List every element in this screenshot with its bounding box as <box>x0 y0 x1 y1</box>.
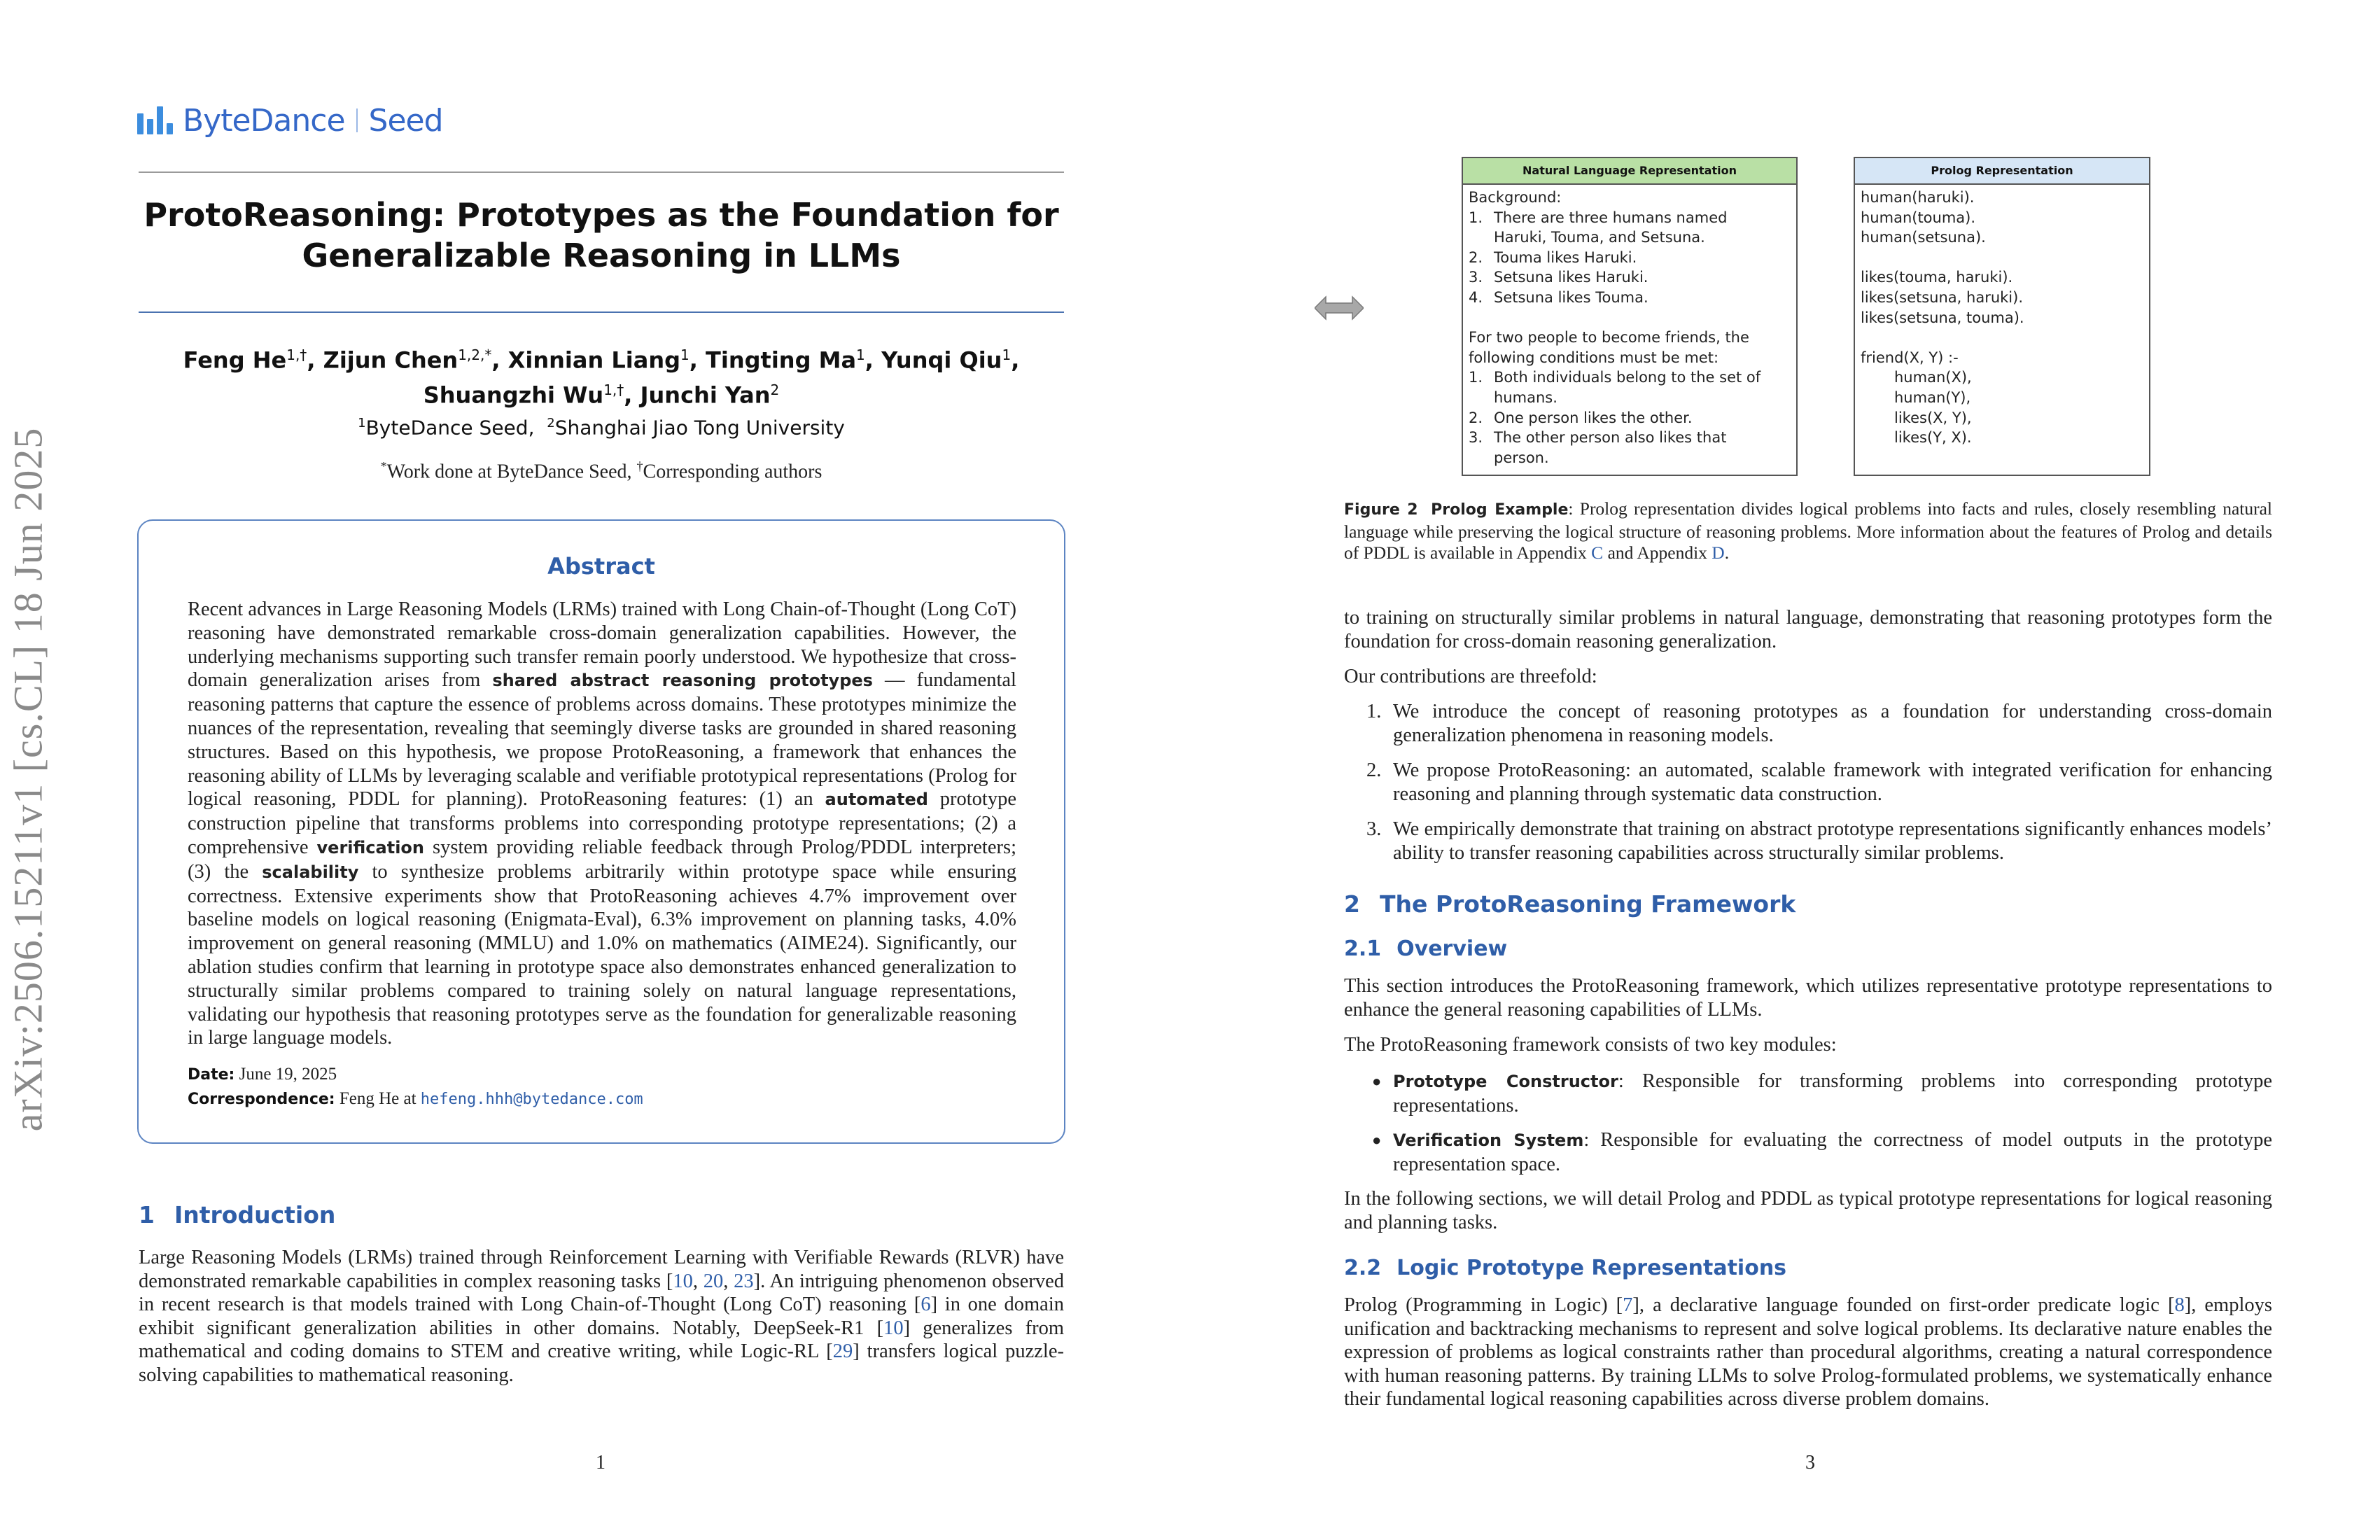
abstract-heading: Abstract <box>547 553 655 580</box>
subsection-heading-logic: 2.2 Logic Prototype Representations <box>1344 1256 1787 1280</box>
contributions-intro: Our contributions are threefold: <box>1344 666 1597 687</box>
contribution-item: 3. We empirically demonstrate that training on abstract prototype representations significantly enhances models’ ability to transfer reasoning capabilities across structurally similar problems. <box>1366 818 2272 864</box>
abstract-box <box>137 519 1065 1144</box>
abstract-meta: Date: June 19, 2025 Correspondence: Feng He at hefeng.hhh@bytedance.com <box>188 1065 643 1108</box>
section-heading-framework: 2 The ProtoReasoning Framework <box>1344 890 1796 918</box>
title-rule-bottom <box>139 312 1064 313</box>
contribution-item: 1. We introduce the concept of reasoning prototypes as a foundation for understanding cross-domain generalization phenomena in reasoning models. <box>1366 701 2272 746</box>
nl-header: Natural Language Representation <box>1463 158 1796 185</box>
citation-link[interactable]: 10 <box>883 1317 904 1339</box>
logo-name: ByteDance <box>183 102 345 139</box>
arxiv-stamp: arXiv:2506.15211v1 [cs.CL] 18 Jun 2025 <box>5 427 51 1132</box>
citation-link[interactable]: 10 <box>673 1270 693 1292</box>
overview-paragraph-3: In the following sections, we will detail Prolog and PDDL as typical prototype representations for logical reasoning and planning tasks. <box>1344 1188 2272 1233</box>
figure-natural-language-box: Natural Language Representation Background: 1. There are three humans named Haruki, Touma, and Setsuna. 2. Touma likes Haruki. 3. Setsuna likes Haruki. 4. Setsuna likes Touma. For two people to become friends, the following conditions must be met: 1. Both individuals belong to the set of humans. 2. One person likes the other. 3. The other person also likes that person. <box>1462 157 1798 476</box>
double-arrow-icon <box>1315 295 1364 321</box>
affiliation: Shanghai Jiao Tong University <box>554 416 845 440</box>
correspondence-label: Correspondence: <box>188 1091 335 1108</box>
author-name: Tingting Ma <box>706 346 857 374</box>
email-link[interactable]: hefeng.hhh@bytedance.com <box>420 1091 643 1108</box>
appendix-link[interactable]: D <box>1712 542 1725 563</box>
author-name: Feng He <box>183 346 287 374</box>
title-line-2: Generalizable Reasoning in LLMs <box>302 237 901 274</box>
figure-caption: Figure 2 Prolog Example: Prolog representation divides logical problems into facts and rules, closely resembling natural language while preserving the logical structure of reasoning problems. More information about the features of Prolog and details of PDDL is available in Appendix C and Appendix D. <box>1344 498 2272 563</box>
citation-link[interactable]: 20 <box>703 1270 724 1292</box>
logo-separator <box>356 108 358 132</box>
paper-title <box>139 195 1064 276</box>
author-notes: *Work done at ByteDance Seed, †Corresponding authors <box>380 459 822 483</box>
overview-paragraph-1: This section introduces the ProtoReasoning framework, which utilizes representative prototype representations to enhance the general reasoning capabilities of LLMs. <box>1344 975 2272 1021</box>
bytedance-seed-logo <box>137 102 443 139</box>
page-number: 3 <box>1805 1452 1815 1474</box>
citation-link[interactable]: 8 <box>2174 1294 2185 1316</box>
abstract-text: Recent advances in Large Reasoning Models (LRMs) trained with Long Chain-of-Thought (Long CoT) reasoning have demonstrated remarkable cross-domain generalization capabilities. However, the underlying mechanisms supporting such transfer remain poorly understood. We hypothesize that cross-domain generalization arises from shared abstract reasoning prototypes — fundamental reasoning patterns that capture the essence of problems across domains. These prototypes minimize the nuances of the representation, revealing that seemingly diverse tasks are grounded in shared reasoning structures. Based on this hypothesis, we propose ProtoReasoning, a framework that enhances the reasoning ability of LLMs by leveraging scalable and verifiable prototypical representations (Prolog for logical reasoning, PDDL for planning). ProtoReasoning features: (1) an automated prototype construction pipeline that transforms problems into corresponding prototype representations; (2) a comprehensive verification system providing reliable feedback through Prolog/PDDL interpreters; (3) the scalability to synthesize problems arbitrarily within prototype space while ensuring correctness. Extensive experiments show that ProtoReasoning achieves 4.7% improvement over baseline models on logical reasoning (Enigmata-Eval), 6.3% improvement on planning tasks, 4.0% improvement on general reasoning (MMLU) and 1.0% on mathematics (AIME24). Significantly, our ablation studies confirm that learning in prototype space also demonstrates enhanced generalization to structurally similar problems compared to training solely on natural language representations, validating our hypothesis that reasoning prototypes serve as the foundation for generalizable reasoning in large language models. <box>188 598 1017 1049</box>
date-value: June 19, 2025 <box>239 1065 337 1084</box>
citation-link[interactable]: 6 <box>920 1294 931 1316</box>
citation-link[interactable]: 29 <box>832 1340 853 1363</box>
prolog-header: Prolog Representation <box>1855 158 2149 185</box>
appendix-link[interactable]: C <box>1591 542 1604 563</box>
author-list: Feng $He^{1,\dagger}$, Zijun Chen$^{1,2,*}$, Xinnian Liang$^1$, Tingting Ma$^1$, Yunqi Qiu$^1$, Shuangzhi $Wu^{1,\dagger}$, Junchi Yan$^2$ <box>183 346 1020 409</box>
citation-link[interactable]: 7 <box>1623 1294 1633 1316</box>
logo-sub: Seed <box>368 102 443 139</box>
figure-prolog-box: Prolog Representation human(haruki). human(touma). human(setsuna). likes(touma, haruki). likes(setsuna, haruki). likes(setsuna, touma). friend(X, Y) :- human(X), human(Y), likes(X, Y), likes(Y, X). <box>1854 157 2150 476</box>
module-item: ● Verification System: Responsible for evaluating the correctness of model outputs in the prototype representation space. <box>1372 1129 2272 1175</box>
page-number: 1 <box>596 1452 606 1474</box>
continuation-paragraph: to training on structurally similar problems in natural language, demonstrating that reasoning prototypes form the foundation for cross-domain reasoning generalization. <box>1344 607 2272 652</box>
module-item: ● Prototype Constructor: Responsible for transforming problems into corresponding prototype representations. <box>1372 1070 2272 1116</box>
author-name: Shuangzhi Wu <box>423 382 604 409</box>
author-name: Zijun Chen <box>323 346 458 374</box>
section-heading-introduction: 1 Introduction <box>139 1201 336 1228</box>
date-label: Date: <box>188 1066 235 1084</box>
title-line-1: ProtoReasoning: Prototypes as the Foundation for <box>144 196 1059 234</box>
overview-paragraph-2: The ProtoReasoning framework consists of two key modules: <box>1344 1034 1837 1056</box>
logic-paragraph: Prolog (Programming in Logic) [7], a declarative language founded on first-order predicate logic [8], employs unification and backtracking mechanisms to represent and solve logical problems. Its declarative nature enables the expression of problems as logical constraints rather than procedural algorithms, creating a natural correspondence with human reasoning patterns. By training LLMs to solve Prolog-formulated problems, we systematically enhance their fundamental logical reasoning capabilities across diverse problem domains. <box>1344 1294 2272 1410</box>
title-rule-top <box>139 172 1064 173</box>
affiliation: ByteDance Seed <box>365 416 528 440</box>
citation-link[interactable]: 23 <box>734 1270 754 1292</box>
introduction-paragraph: Large Reasoning Models (LRMs) trained through Reinforcement Learning with Verifiable Rewards (RLVR) have demonstrated remarkable capabilities in complex reasoning tasks [10, 20, 23]. An intriguing phenomenon observed in recent research is that models trained with Long Chain-of-Thought (Long CoT) reasoning [6] in one domain exhibit significant generalization abilities in other domains. Notably, DeepSeek-R1 [10] generalizes from mathematical and coding domains to STEM and creative writing, while Logic-RL [29] transfers logical puzzle-solving capabilities to mathematical reasoning. <box>139 1247 1065 1386</box>
author-name: Yunqi Qiu <box>881 346 1002 374</box>
contribution-item: 2. We propose ProtoReasoning: an automated, scalable framework with integrated verification for enhancing reasoning and planning through systematic data construction. <box>1366 760 2272 805</box>
bytedance-logo-icon <box>137 106 173 134</box>
subsection-heading-overview: 2.1 Overview <box>1344 937 1508 961</box>
author-name: Junchi Yan <box>640 382 771 409</box>
author-name: Xinnian Liang <box>507 346 680 374</box>
affiliations: $^1$ByteDance Seed, $^2$Shanghai Jiao Tong University <box>358 416 845 440</box>
